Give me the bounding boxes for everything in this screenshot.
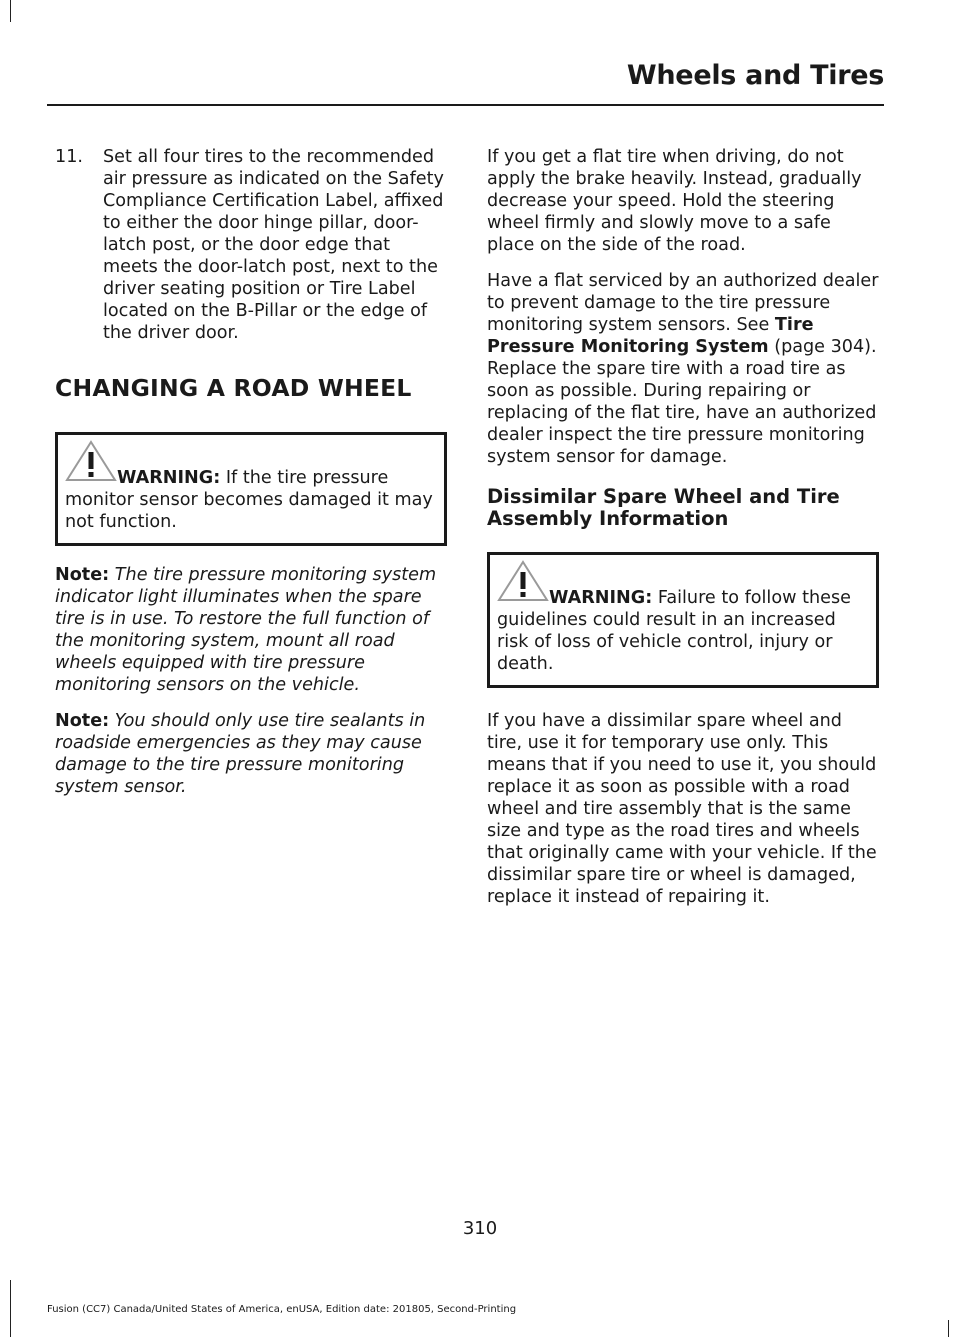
- page-title: Wheels and Tires: [626, 60, 884, 91]
- paragraph-dissimilar-spare: If you have a dissimilar spare wheel and tire, use it for temporary use only. This means that if you need to use it, you should replace it as soon as possible with a road wheel and tire assembly that is the same size and type as the road tires and wheels that originally came with your vehicle. If the dissimilar spare tire or wheel is damaged, replace it instead of repairing it.: [487, 711, 877, 907]
- warning-box: [55, 432, 447, 546]
- page-number: 310: [462, 1218, 498, 1239]
- note-paragraph: [55, 564, 447, 696]
- crop-mark-bottom-left: [10, 1280, 11, 1337]
- warning-box: [487, 552, 879, 688]
- warning-triangle-icon: [64, 439, 118, 483]
- list-text: Set all four tires to the recommended air pressure as indicated on the Safety Compliance Certification Label, affixed to either the door hinge pillar, door-latch post, or the door edge that meets the door-latch post, next to the driver seating position or Tire Label located on the B-Pillar or the edge of the driver door.: [103, 147, 444, 343]
- warning-label: WARNING:: [549, 588, 653, 608]
- crop-mark-bottom-right: [948, 1320, 949, 1337]
- sub-heading: Dissimilar Spare Wheel and Tire Assembly Information: [487, 485, 840, 530]
- footer-edition: Fusion (CC7) Canada/United States of America, enUSA, Edition date: 201805, Second-Printing: [47, 1304, 517, 1315]
- list-item-step-11: [55, 146, 447, 344]
- header-rule: [47, 104, 884, 106]
- paragraph-flat-tire: If you get a flat tire when driving, do not apply the brake heavily. Instead, gradually decrease your speed. Hold the steering wheel firmly and slowly move to a safe place on the side of the road.: [487, 147, 862, 255]
- note-label: Note:: [55, 711, 110, 731]
- warning-text: If the tire pressure monitor sensor becomes damaged it may not function.: [65, 468, 433, 532]
- warning-text: Failure to follow these guidelines could result in an increased risk of loss of vehicle control, injury or death.: [497, 588, 851, 674]
- note-text: The tire pressure monitoring system indicator light illuminates when the spare tire is in use. To restore the full function of the monitoring system, mount all road wheels equipped with tire pressure monitoring sensors on the vehicle.: [55, 565, 437, 695]
- paragraph-service: [487, 270, 879, 468]
- right-column: [487, 146, 879, 922]
- left-column: [55, 146, 447, 812]
- warning-triangle-icon: [496, 559, 550, 603]
- list-number: 11.: [55, 147, 83, 167]
- paragraph-text: (page 304). Replace the spare tire with a road tire as soon as possible. During repairing or replacing of the flat tire, have an authorized dealer inspect the tire pressure monitoring system sensor for damage.: [487, 337, 877, 467]
- paragraph-text: Have a flat serviced by an authorized dealer to prevent damage to the tire pressure monitoring system sensors. See: [487, 271, 879, 335]
- section-heading: CHANGING A ROAD WHEEL: [55, 374, 412, 402]
- note-text: You should only use tire sealants in roadside emergencies as they may cause damage to the tire pressure monitoring system sensor.: [55, 711, 426, 797]
- cross-reference-link[interactable]: Tire Pressure Monitoring System: [487, 315, 814, 357]
- note-paragraph: [55, 710, 447, 798]
- warning-label: WARNING:: [117, 468, 221, 488]
- crop-mark-top-left: [10, 0, 11, 22]
- note-label: Note:: [55, 565, 110, 585]
